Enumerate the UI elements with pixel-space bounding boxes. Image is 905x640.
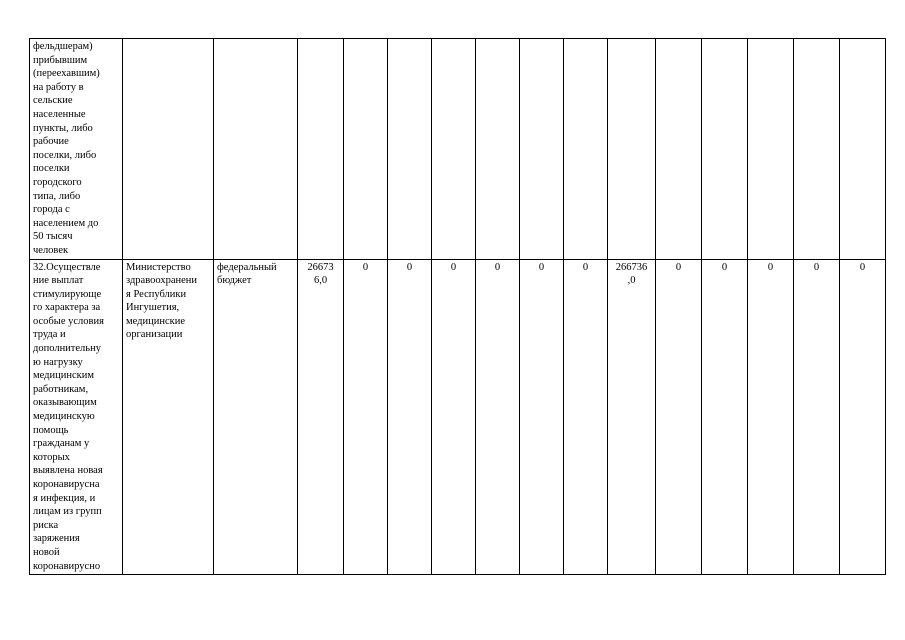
value-cell <box>656 39 702 260</box>
value-cell <box>794 39 840 260</box>
source-cell: федеральный бюджет <box>214 259 298 575</box>
value-cell: 26673 6,0 <box>298 259 344 575</box>
executor-cell <box>123 39 214 260</box>
budget-table <box>29 38 886 575</box>
value-cell: 0 <box>520 259 564 575</box>
value-cell: 0 <box>564 259 608 575</box>
value-cell: 0 <box>344 259 388 575</box>
value-cell: 0 <box>656 259 702 575</box>
value-cell: 0 <box>476 259 520 575</box>
value-cell <box>608 39 656 260</box>
measure-cell: 32.Осуществле ние выплат стимулирующе го характера за особые условия труда и дополнительну ю нагрузку медицинским работникам, оказывающим медицинскую помощь гражданам у которых выявлена новая коронавирусна я инфекция, и лицам из групп риска заряжения новой коронавирусно <box>30 259 123 575</box>
table-row <box>30 259 886 575</box>
value-cell: 0 <box>432 259 476 575</box>
value-cell <box>432 39 476 260</box>
measure-cell: фельдшерам) прибывшим (переехавшим) на работу в сельские населенные пункты, либо рабочие поселки, либо поселки городского типа, либо города с населением до 50 тысяч человек <box>30 39 123 260</box>
value-cell <box>564 39 608 260</box>
value-cell: 0 <box>748 259 794 575</box>
value-cell <box>388 39 432 260</box>
value-cell <box>840 39 886 260</box>
table-row <box>30 39 886 260</box>
value-cell <box>344 39 388 260</box>
value-cell: 0 <box>388 259 432 575</box>
value-cell <box>748 39 794 260</box>
value-cell <box>476 39 520 260</box>
value-cell: 266736 ,0 <box>608 259 656 575</box>
value-cell <box>520 39 564 260</box>
source-cell <box>214 39 298 260</box>
value-cell <box>298 39 344 260</box>
value-cell: 0 <box>840 259 886 575</box>
value-cell <box>702 39 748 260</box>
value-cell: 0 <box>702 259 748 575</box>
executor-cell: Министерство здравоохранени я Республики Ингушетия, медицинские организации <box>123 259 214 575</box>
value-cell: 0 <box>794 259 840 575</box>
